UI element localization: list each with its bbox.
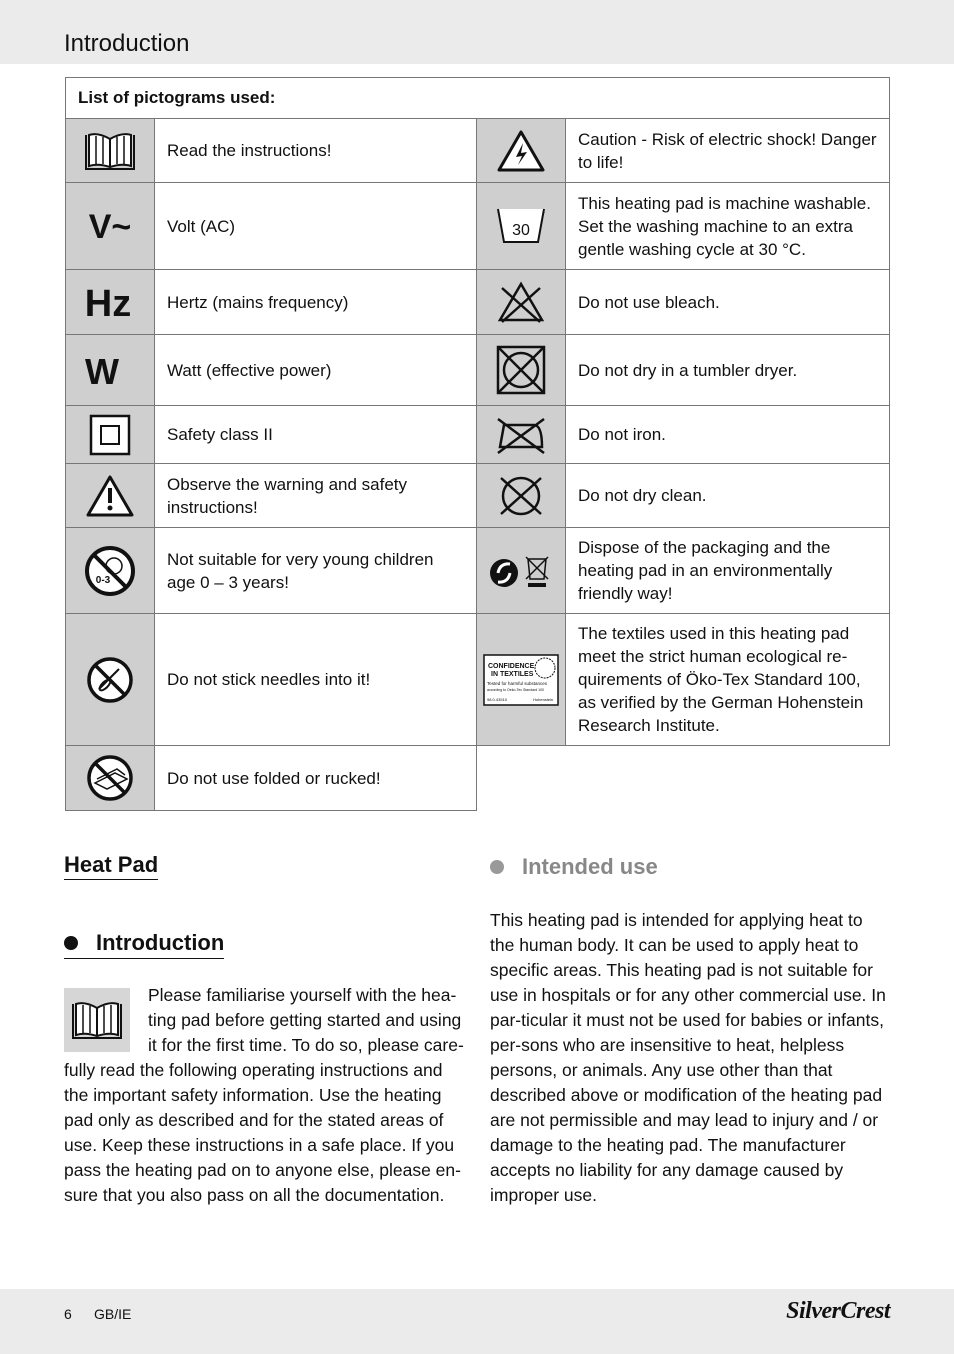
volt-ac-icon	[66, 183, 155, 270]
pictogram-text: Read the instructions!	[155, 119, 477, 183]
wash-30-icon	[477, 183, 566, 270]
introduction-body	[64, 983, 464, 1208]
no-bleach-icon	[477, 270, 566, 335]
label-line-6: Hohenstein	[533, 696, 554, 702]
age-range-glyph: 0-3	[95, 574, 111, 586]
pictogram-text: The textiles used in this heating pad meet the strict human ecological re-quirements of Öko-Tex Standard 100, as verified by the German Hohenstein Research Institute.	[566, 614, 890, 746]
pictogram-table-heading: List of pictograms used:	[66, 78, 890, 119]
introduction-body-text: Please familiarise yourself with the hea-ting pad before getting started and using it for the first time. To do so, please care-fully read the following operating instructions and the important safety information. Use the heating pad only as described and for the stated areas of use. Keep these instructions in a safe place. If you pass the heating pad on to anyone else, please en-sure that you also pass on all the documentation.	[64, 985, 464, 1205]
empty-cell	[477, 746, 890, 811]
bullet-icon	[64, 936, 78, 950]
pictogram-text: Do not use folded or rucked!	[155, 746, 477, 811]
pictogram-text: Dispose of the packaging and the heating pad in an environmentally friendly way!	[566, 528, 890, 614]
introduction-heading	[64, 930, 224, 959]
pictogram-text: Watt (effective power)	[155, 335, 477, 406]
intended-use-body: This heating pad is intended for applying heat to the human body. It can be used to apply heat to specific areas. This heating pad is not suitable for use in hospitals or for any other commercial use. In par-ticular it must not be used for babies or infants, per-sons who are insensitive to heat, helpless persons, or animals. Any use other than that described above or modification of the heating pad are not permissible and may lead to injury and / or damage to the heating pad. The manufacturer accepts no liability for any damage caused by improper use.	[490, 910, 886, 1205]
pictogram-text: Do not iron.	[566, 406, 890, 464]
brand-logo: SilverCrest	[786, 1298, 890, 1324]
volt-ac-glyph: V~	[88, 208, 132, 246]
intended-use-heading	[490, 854, 658, 880]
no-dry-clean-icon	[477, 464, 566, 528]
label-line-2: IN TEXTILES	[491, 670, 534, 678]
pictogram-text: Not suitable for very young children age 0 – 3 years!	[155, 528, 477, 614]
electric-shock-icon	[477, 119, 566, 183]
intended-use-heading-text: Intended use	[522, 854, 658, 879]
pictogram-text: Do not use bleach.	[566, 270, 890, 335]
book-icon	[66, 119, 155, 183]
label-line-1: CONFIDENCE	[488, 662, 535, 670]
hertz-icon	[66, 270, 155, 335]
pictogram-text: Do not dry in a tumbler dryer.	[566, 335, 890, 406]
watt-icon	[66, 335, 155, 406]
oeko-tex-label-icon	[477, 614, 566, 746]
pictogram-text: Do not dry clean.	[566, 464, 890, 528]
wash-temperature: 30	[512, 222, 530, 239]
pictogram-text: Volt (AC)	[155, 183, 477, 270]
introduction-heading-text: Introduction	[96, 930, 225, 955]
pictogram-text: Do not stick needles into it!	[155, 614, 477, 746]
pictogram-text: This heating pad is machine washable. Set the washing machine to an extra gentle washing cycle at 30 °C.	[566, 183, 890, 270]
page-title: Introduction	[64, 30, 190, 57]
pictogram-table	[65, 77, 890, 811]
no-tumble-dry-icon	[477, 335, 566, 406]
warning-icon	[66, 464, 155, 528]
safety-class-ii-icon	[66, 406, 155, 464]
label-line-3: Tested for harmful substances	[487, 680, 548, 686]
no-needles-icon	[66, 614, 155, 746]
recycle-dispose-icon	[477, 528, 566, 614]
page-number: 6	[64, 1306, 72, 1322]
page-header	[0, 0, 954, 64]
page-footer	[0, 1289, 954, 1354]
locale-code: GB/IE	[94, 1306, 132, 1322]
bullet-icon	[490, 860, 504, 874]
no-iron-icon	[477, 406, 566, 464]
watt-glyph: W	[85, 351, 119, 390]
pictogram-text: Caution - Risk of electric shock! Danger to life!	[566, 119, 890, 183]
no-fold-icon	[66, 746, 155, 811]
hertz-glyph: Hz	[84, 283, 132, 322]
label-line-4: according to Oeko-Tex Standard 100	[487, 687, 545, 692]
heat-pad-heading: Heat Pad	[64, 852, 158, 880]
pictogram-text: Safety class II	[155, 406, 477, 464]
label-line-5: 98.0.43510	[487, 696, 508, 702]
pictogram-text: Observe the warning and safety instructions!	[155, 464, 477, 528]
no-children-icon	[66, 528, 155, 614]
pictogram-text: Hertz (mains frequency)	[155, 270, 477, 335]
